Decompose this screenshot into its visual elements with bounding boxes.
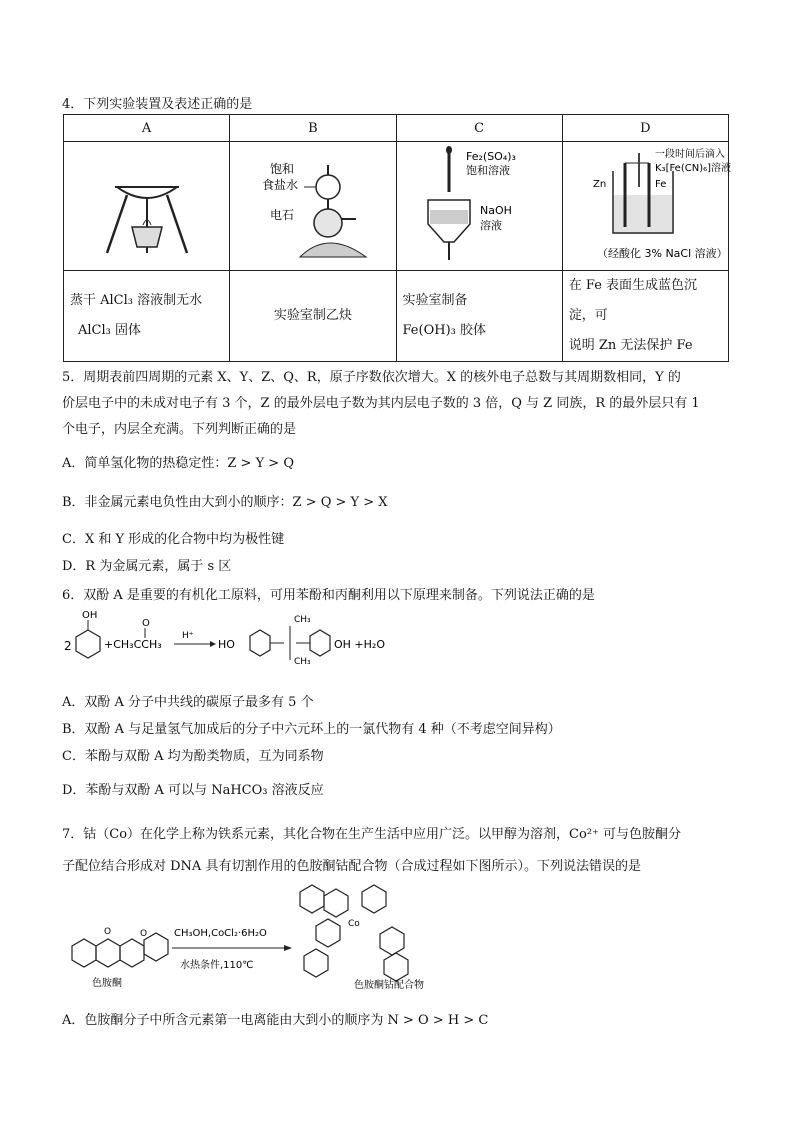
eq-carbonyl-o: O xyxy=(142,618,150,629)
q5-option-d: D．R 为金属元素，属于 s 区 xyxy=(62,559,232,574)
desc-b: 实验室制乙炔 xyxy=(230,271,396,362)
c-label-fe2so43: Fe₂(SO₄)₃ xyxy=(466,150,517,163)
b-label-carbide: 电石 xyxy=(269,207,294,222)
eq-product-ho: HO xyxy=(218,638,235,651)
desc-c-line1: 实验室制备 xyxy=(402,293,468,308)
desc-a-line1: 蒸干 AlCl₃ 溶液制无水 xyxy=(70,293,203,308)
q7-line1: 7．钴（Co）在化学上称为铁系元素，其化合物在生产生活中应用广泛。以甲醇为溶剂，Co²⁺ 可与色胺酮分 xyxy=(62,827,682,842)
apparatus-c xyxy=(396,142,562,271)
d-label-after-time: 一段时间后滴入 xyxy=(654,149,725,160)
svg-text:O: O xyxy=(104,927,112,937)
q5-line2: 价层电子中的未成对电子有 3 个，Z 的最外层电子数为其内层电子数的 3 倍，Q 与 Z 同族，R 的最外层只有 1 xyxy=(62,396,700,411)
q7-option-a: A．色胺酮分子中所含元素第一电离能由大到小的顺序为 N > O > H > C xyxy=(62,1013,489,1028)
c-label-naoh: NaOH xyxy=(480,204,513,217)
galvanic-cell-figure xyxy=(563,143,758,265)
eq-condition-h: H⁺ xyxy=(182,631,194,641)
header-b: B xyxy=(230,115,396,142)
d-label-acidified-nacl: （经酸化 3% NaCl 溶液） xyxy=(596,247,728,260)
reagent-label: CH₃OH,CoCl₂·6H₂O xyxy=(174,928,267,939)
q7-line2: 子配位结合形成对 DNA 具有切割作用的色胺酮钴配合物（合成过程如下图所示）。下列说法错误的是 xyxy=(62,859,641,874)
bisphenol-a-equation xyxy=(62,608,422,666)
q5-option-c: C．X 和 Y 形成的化合物中均为极性键 xyxy=(62,532,285,547)
desc-d-line2: 说明 Zn 无法保护 Fe xyxy=(568,338,693,353)
eq-phenol-oh: OH xyxy=(82,610,98,621)
colloid-prep-figure xyxy=(414,144,544,264)
apparatus-b xyxy=(230,142,396,271)
svg-text:Co: Co xyxy=(348,919,360,929)
eq-coefficient: 2 xyxy=(64,639,72,653)
q6-option-d: D．苯酚与双酚 A 可以与 NaHCO₃ 溶液反应 xyxy=(62,783,324,798)
q4-stem: 4．下列实验装置及表述正确的是 xyxy=(62,97,253,112)
evaporating-dish-tripod-figure xyxy=(87,149,207,259)
q5-line3: 个电子，内层全充满。下列判断正确的是 xyxy=(62,422,297,437)
c-label-saturated: 饱和溶液 xyxy=(466,164,511,177)
desc-c-line2: Fe(OH)₃ 胶体 xyxy=(402,323,486,338)
c-label-solution: 溶液 xyxy=(480,219,503,232)
apparatus-a xyxy=(64,142,230,271)
svg-text:O: O xyxy=(140,929,148,939)
q5-option-a: A．简单氢化物的热稳定性：Z > Y > Q xyxy=(62,456,294,471)
desc-a-line2: AlCl₃ 固体 xyxy=(78,323,141,338)
eq-methyl-bottom: CH₃ xyxy=(294,657,311,666)
d-label-fe: Fe xyxy=(654,179,667,190)
desc-c xyxy=(396,271,562,362)
d-label-k3fecn6: K₃[Fe(CN)₆]溶液 xyxy=(654,163,731,174)
acetylene-generator-figure xyxy=(238,147,388,262)
condition-label: 水热条件,110℃ xyxy=(180,960,254,971)
product-name: 色胺酮钴配合物 xyxy=(354,980,424,991)
eq-acetone: +CH₃CCH₃ xyxy=(104,638,162,651)
q4-table xyxy=(63,114,729,362)
b-label-brine: 食盐水 xyxy=(261,177,298,192)
reactant-name: 色胺酮 xyxy=(92,978,122,989)
desc-a xyxy=(64,271,230,362)
desc-d-line1: 在 Fe 表面生成蓝色沉淀，可 xyxy=(568,278,698,323)
q6-option-c: C．苯酚与双酚 A 均为酚类物质，互为同系物 xyxy=(62,749,324,764)
tryptanthrin-complex-synthesis xyxy=(62,876,442,998)
q6-stem: 6．双酚 A 是重要的有机化工原料，可用苯酚和丙酮利用以下原理来制备。下列说法正确的是 xyxy=(62,588,595,603)
q6-option-a: A．双酚 A 分子中共线的碳原子最多有 5 个 xyxy=(62,695,314,710)
apparatus-d xyxy=(562,142,731,271)
eq-methyl-top: CH₃ xyxy=(294,615,311,625)
q5-line1: 5．周期表前四周期的元素 X、Y、Z、Q、R，原子序数依次增大。X 的核外电子总数与其周期数相同，Y 的 xyxy=(62,370,681,385)
b-label-saturated: 饱和 xyxy=(269,161,294,176)
desc-d xyxy=(562,271,728,362)
header-a: A xyxy=(64,115,230,142)
d-label-zn: Zn xyxy=(592,179,606,190)
header-c: C xyxy=(396,115,562,142)
header-d: D xyxy=(562,115,728,142)
q5-option-b: B．非金属元素电负性由大到小的顺序：Z > Q > Y > X xyxy=(62,495,388,510)
q6-option-b: B．双酚 A 与足量氢气加成后的分子中六元环上的一氯代物有 4 种（不考虑空间异构） xyxy=(62,722,561,737)
eq-product-tail: OH +H₂O xyxy=(334,638,385,651)
